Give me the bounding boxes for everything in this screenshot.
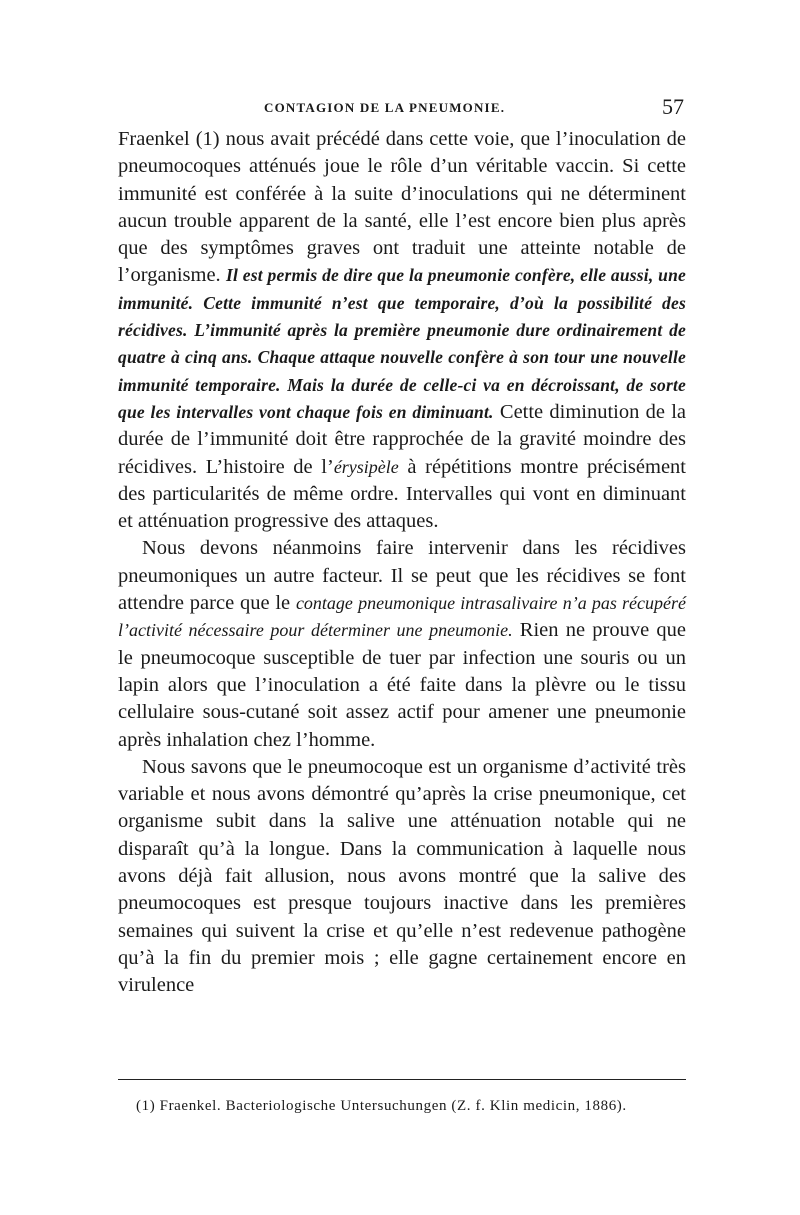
footnote: (1) Fraenkel. Bacteriologische Untersuchungen (Z. f. Klin medicin, 1886). — [136, 1098, 627, 1114]
paragraph-1 — [118, 126, 686, 535]
footnote-rule — [118, 1079, 686, 1080]
page-number: 57 — [662, 94, 684, 119]
paragraph-3-text: Nous savons que le pneumocoque est un organisme d’activité très variable et nous avons démontré qu’après la crise pneumonique, cet organisme subit dans la salive une atténuation notable qui ne disparaît qu’à la longue. Dans la communication à laquelle nous avons déjà fait allusion, nous avons montré que la salive des pneumocoques est presque toujours inactive dans les premières semaines qui suivent la crise et qu’elle n’est redevenue pathogène qu’à la fin du premier mois ; elle gagne certainement encore en virulence — [118, 755, 686, 997]
running-title: CONTAGION DE LA PNEUMONIE. — [264, 100, 506, 115]
paragraph-1-emphasis: Il est permis de dire que la pneumonie confère, elle aussi, une immunité. Cette immunité n’est que temporaire, d’où la possibilité des récidives. L’immunité après la première pneumonie dure ordinairement de quatre à cinq ans. Chaque attaque nouvelle confère à son tour une nouvelle immunité temporaire. Mais la durée de celle-ci va en décroissant, de sorte que les intervalles vont chaque fois en diminuant. — [118, 265, 686, 422]
paragraph-1-text-end: à répétitions montre précisément des particularités de même ordre. Intervalles qui vont en diminuant et atténuation progressive des attaques. — [118, 455, 686, 533]
paragraph-2-text-cont: Rien ne prouve que le pneumocoque susceptible de tuer par infection une souris ou un lapin alors que l’inoculation a été faite dans la plèvre ou le tissu cellulaire sous-cutané soit assez actif pour amener une pneumonie après inhalation chez l’homme. — [118, 619, 686, 751]
paragraph-1-term: érysipèle — [333, 456, 399, 477]
paragraph-2-emphasis: contage pneumonique intrasalivaire n’a pas récupéré l’activité nécessaire pour déterminer une pneumonie. — [118, 593, 686, 641]
paragraph-1-text-cont: Cette diminution de la durée de l’immunité doit être rapprochée de la gravité moindre des récidives. L’histoire de l’ — [118, 400, 687, 478]
paragraph-2-text: Nous devons néanmoins faire intervenir dans les récidives pneumoniques un autre facteur. Il se peut que les récidives se font attendre parce que le — [118, 537, 686, 615]
body-text — [118, 126, 686, 1000]
paragraph-2 — [118, 535, 686, 753]
running-head — [118, 94, 688, 120]
paragraph-1-text: Fraenkel (1) nous avait précédé dans cette voie, que l’inoculation de pneumocoques atténués joue le rôle d’un véritable vaccin. Si cette immunité est conférée à la suite d’inoculations qui ne déterminent aucun trouble apparent de la santé, elle l’est encore bien plus après que des symptômes graves ont traduit une atteinte notable de l’organisme. — [118, 128, 686, 287]
paragraph-3 — [118, 754, 686, 1000]
